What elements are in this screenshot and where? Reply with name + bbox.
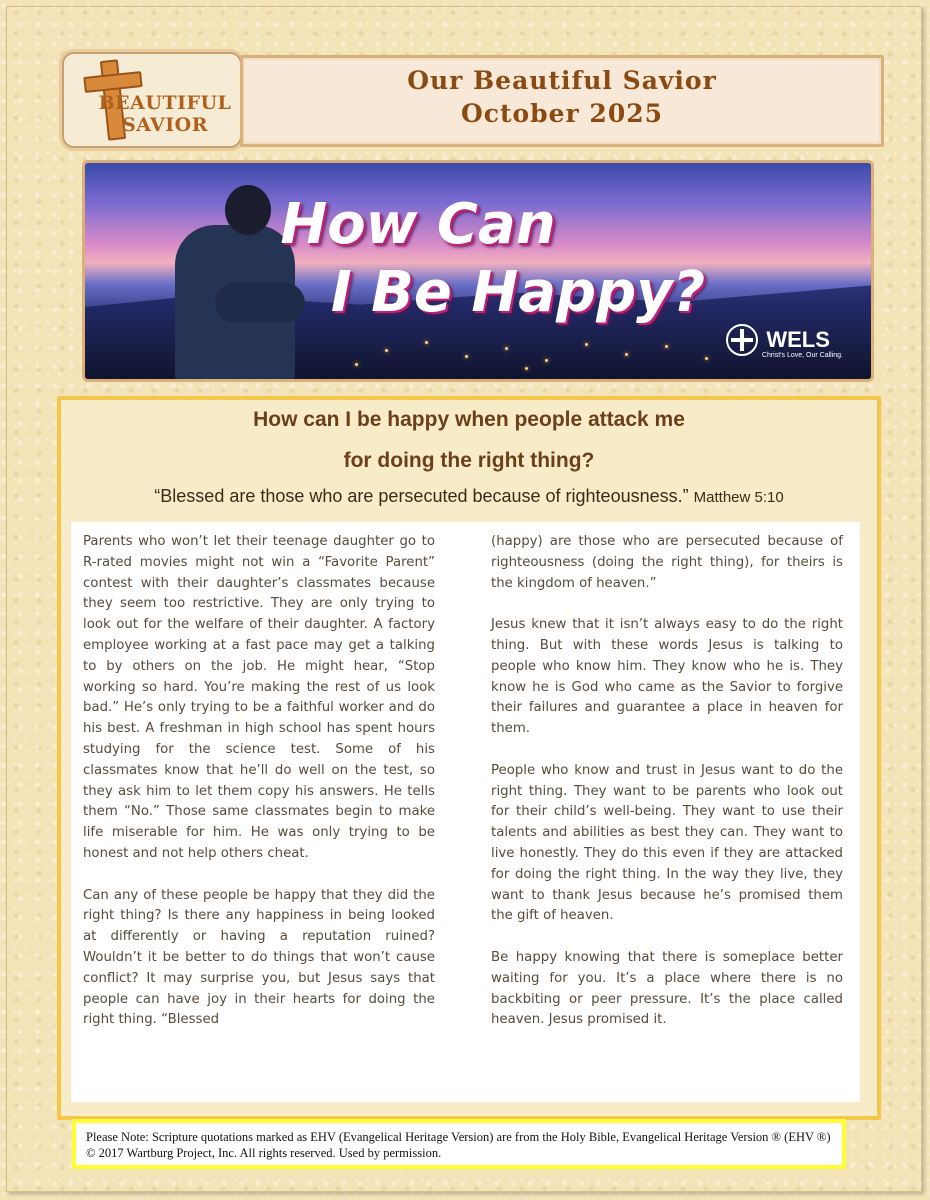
article-body <box>71 522 860 1102</box>
verse-reference: Matthew 5:10 <box>693 489 784 506</box>
wels-name: WELS <box>766 327 830 352</box>
article-paragraph: People who know and trust in Jesus want to do the right thing. They want to be parents who look out for their child’s well-being. They want to use their talents and abilities as best they can. They want to live honestly. They do this even if they are attacked for doing the right thing. In the way they live, they want to thank Jesus because he’s promised them the gift of heaven. <box>491 762 843 924</box>
article-paragraph: Be happy knowing that there is someplace better waiting for you. It’s a place where there is no backbiting or peer pressure. It’s the place called heaven. Jesus promised it. <box>491 949 843 1028</box>
newsletter-date: October 2025 <box>460 99 664 128</box>
article-column-left <box>83 532 435 1052</box>
hero-banner <box>82 160 874 382</box>
article-column-right <box>491 532 843 1052</box>
article-paragraph: Can any of these people be happy that they did the right thing? Is there any happiness in being looked at differently or having a reputation ruined? Wouldn’t it be better to do things that won’t cause conflict? It may surprise you, but Jesus says that people can have joy in their hearts for doing the right thing. “Blessed <box>83 887 435 1028</box>
wels-cross-icon <box>726 324 758 356</box>
church-logo <box>62 52 242 148</box>
wels-logo <box>726 324 843 359</box>
scripture-verse <box>57 486 881 507</box>
newsletter-title-box <box>240 55 884 147</box>
banner-title-line-1: How Can <box>280 192 556 257</box>
wels-tagline: Christ's Love, Our Calling. <box>761 352 843 359</box>
article-headline-line-2: for doing the right thing? <box>343 449 595 472</box>
logo-text <box>92 92 238 136</box>
logo-line-2: SAVIOR <box>121 114 209 136</box>
article-paragraph: Jesus knew that it isn’t always easy to do the right thing. But with these words Jesus is talking to people who know him. They know who he is. They know he is God who came as the Savior to forgive their failures and guarantee a place in heaven for them. <box>491 617 843 737</box>
article-headline-line-1: How can I be happy when people attack me <box>253 408 685 431</box>
verse-text: “Blessed are those who are persecuted because of righteousness.” <box>154 486 689 506</box>
scripture-permission-note: Please Note: Scripture quotations marked as EHV (Evangelical Heritage Version) are from the Holy Bible, Evangelical Heritage Version ® (EHV ®) © 2017 Wartburg Project, Inc. All rights reserved. Used by permission. <box>72 1119 846 1169</box>
newsletter-title: Our Beautiful Savior <box>407 66 717 95</box>
article-paragraph: Parents who won’t let their teenage daughter go to R-rated movies might not win a “Favorite Parent” contest with their daughter’s classmates because they seem too restrictive. They are only trying to look out for the welfare of their daughter. A factory employee working at a fast pace may get a talking to by others on the job. He might hear, “Stop working so hard. You’re making the rest of us look bad.” He’s only trying to be a faithful worker and do his best. A freshman in high school has spent hours studying for the science test. Some of his classmates know that he’ll do well on the test, so they ask him to let them copy his answers. He tells them “No.” Those same classmates begin to make life miserable for him. He was only trying to be honest and not help others cheat. <box>83 534 435 861</box>
logo-line-1: BEAUTIFUL <box>98 92 232 114</box>
article-paragraph: (happy) are those who are persecuted because of righteousness (doing the right thing), for theirs is the kingdom of heaven.” <box>491 534 843 591</box>
banner-title-line-2: I Be Happy? <box>330 260 706 325</box>
cross-icon-bar <box>83 71 142 93</box>
